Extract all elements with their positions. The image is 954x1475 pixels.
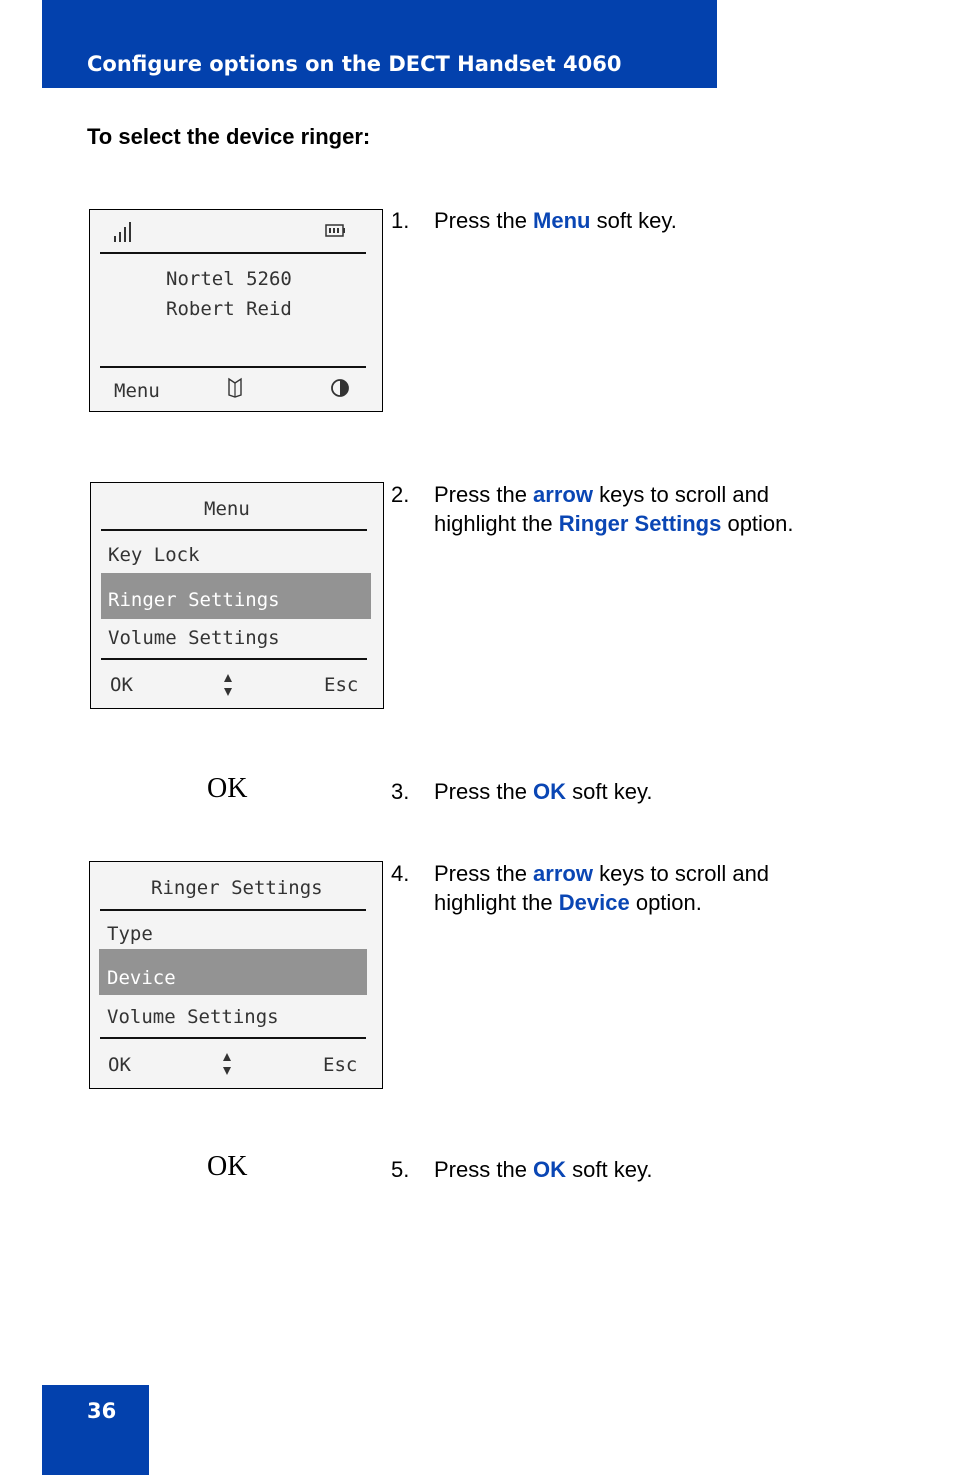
ok-key-label: OK bbox=[207, 773, 248, 804]
user-name-line: Robert Reid bbox=[166, 298, 292, 320]
keyword-device: Device bbox=[558, 890, 630, 915]
header-title: Configure options on the DECT Handset 4060 bbox=[87, 52, 622, 76]
menu-item-volume-settings[interactable]: Volume Settings bbox=[108, 627, 280, 649]
up-down-arrow-icon[interactable] bbox=[223, 673, 233, 697]
keyword-ok: OK bbox=[533, 779, 567, 804]
step-text: Press the OK soft key. bbox=[434, 779, 653, 804]
softkey-esc[interactable]: Esc bbox=[323, 1054, 358, 1076]
step-number: 5. bbox=[391, 1157, 410, 1182]
divider bbox=[100, 909, 366, 911]
page-number-box bbox=[42, 1385, 149, 1475]
battery-icon bbox=[325, 223, 347, 239]
screen-title: Menu bbox=[204, 498, 250, 520]
handset-screen-menu bbox=[90, 482, 384, 709]
section-title: To select the device ringer: bbox=[87, 124, 371, 149]
step-2 bbox=[391, 480, 941, 540]
handset-model-line: Nortel 5260 bbox=[166, 268, 292, 290]
keyword-ok: OK bbox=[533, 1157, 567, 1182]
keyword-arrow: arrow bbox=[533, 861, 593, 886]
divider bbox=[101, 658, 367, 660]
selected-row-highlight[interactable] bbox=[99, 949, 367, 995]
signal-strength-icon bbox=[113, 221, 133, 243]
page-number: 36 bbox=[87, 1399, 117, 1423]
menu-item-device[interactable]: Device bbox=[107, 967, 176, 989]
menu-item-key-lock[interactable]: Key Lock bbox=[108, 544, 200, 566]
step-text-line-1: Press the arrow keys to scroll and bbox=[434, 861, 770, 886]
step-text: Press the Menu soft key. bbox=[434, 208, 677, 233]
step-3 bbox=[391, 777, 931, 807]
softkey-menu[interactable]: Menu bbox=[114, 380, 160, 402]
keyword-menu: Menu bbox=[533, 208, 591, 233]
handset-screen-idle bbox=[89, 209, 383, 412]
keyword-ringer-settings: Ringer Settings bbox=[558, 511, 722, 536]
ok-key-label: OK bbox=[207, 1151, 248, 1182]
divider bbox=[100, 1037, 366, 1039]
menu-item-volume-settings[interactable]: Volume Settings bbox=[107, 1006, 279, 1028]
step-5 bbox=[391, 1155, 931, 1185]
step-number: 2. bbox=[391, 482, 410, 507]
step-number: 3. bbox=[391, 779, 410, 804]
step-text-line-1: Press the arrow keys to scroll and bbox=[434, 482, 770, 507]
menu-item-type[interactable]: Type bbox=[107, 923, 153, 945]
screen-title: Ringer Settings bbox=[151, 877, 323, 899]
step-text: Press the OK soft key. bbox=[434, 1157, 653, 1182]
keyword-arrow: arrow bbox=[533, 482, 593, 507]
step-1 bbox=[391, 206, 931, 236]
divider bbox=[100, 252, 366, 254]
step-4 bbox=[391, 859, 941, 919]
softkey-ok[interactable]: OK bbox=[110, 674, 133, 696]
softkey-esc[interactable]: Esc bbox=[324, 674, 359, 696]
step-number: 1. bbox=[391, 208, 410, 233]
header-bar bbox=[42, 0, 717, 88]
contrast-icon[interactable] bbox=[330, 377, 350, 399]
step-number: 4. bbox=[391, 861, 410, 886]
step-text-line-2: highlight the Ringer Settings option. bbox=[434, 511, 794, 536]
phonebook-icon[interactable] bbox=[227, 377, 243, 399]
step-text-line-2: highlight the Device option. bbox=[434, 890, 702, 915]
selected-row-highlight[interactable] bbox=[101, 573, 371, 619]
menu-item-ringer-settings[interactable]: Ringer Settings bbox=[108, 589, 280, 611]
handset-screen-ringer-settings bbox=[89, 861, 383, 1089]
divider bbox=[101, 529, 367, 531]
up-down-arrow-icon[interactable] bbox=[222, 1052, 232, 1076]
divider bbox=[100, 366, 366, 368]
softkey-ok[interactable]: OK bbox=[108, 1054, 131, 1076]
